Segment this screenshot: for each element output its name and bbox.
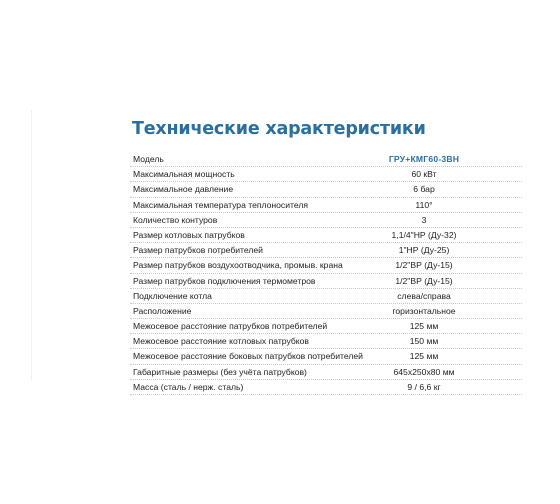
- spec-row: [130, 167, 522, 182]
- spec-row: [130, 182, 522, 197]
- spec-row-model: [130, 152, 522, 167]
- spec-value: 1,1/4"НР (Ду-32): [391, 229, 457, 240]
- spec-row: [130, 228, 522, 243]
- spec-value: 6 бар: [413, 184, 435, 195]
- spec-value: слева/справа: [397, 290, 451, 301]
- spec-label: Межосевое расстояние боковых патрубков потребителей: [133, 351, 363, 362]
- page-edge-rule: [31, 110, 32, 380]
- spec-value: 1"НР (Ду-25): [398, 245, 450, 256]
- spec-table: [130, 152, 522, 395]
- spec-label: Подключение котла: [133, 290, 212, 301]
- spec-label: Масса (сталь / нерж. сталь): [133, 381, 244, 392]
- spec-row: [130, 319, 522, 334]
- spec-value: 125 мм: [409, 351, 439, 362]
- spec-value: 1/2"ВР (Ду-15): [395, 275, 453, 286]
- spec-value: 9 / 6,6 кг: [407, 381, 441, 392]
- spec-row: [130, 304, 522, 319]
- spec-value: 150 мм: [409, 336, 439, 347]
- spec-row: [130, 274, 522, 289]
- spec-label: Модель: [133, 154, 164, 164]
- spec-label: Межосевое расстояние котловых патрубков: [133, 336, 309, 347]
- spec-value: горизонтальное: [392, 305, 456, 316]
- spec-row: [130, 380, 522, 395]
- spec-label: Максимальная мощность: [133, 169, 235, 180]
- spec-value: 3: [421, 214, 427, 225]
- spec-label: Габаритные размеры (без учёта патрубков): [133, 366, 307, 377]
- page-title: Технические характеристики: [132, 119, 426, 139]
- spec-label: Межосевое расстояние патрубков потребителей: [133, 321, 328, 332]
- spec-row: [130, 289, 522, 304]
- spec-row: [130, 213, 522, 228]
- spec-row: [130, 349, 522, 364]
- spec-label: Размер патрубков потребителей: [133, 245, 263, 256]
- model-name: ГРУ+КМГ60-3ВН: [388, 154, 460, 164]
- spec-label: Размер патрубков воздухоотводчика, промыв. крана: [133, 260, 343, 271]
- spec-value: 1/2"ВР (Ду-15): [395, 260, 453, 271]
- spec-value: 110°: [415, 199, 433, 210]
- spec-row: [130, 258, 522, 273]
- spec-value: 645х250х80 мм: [393, 366, 455, 377]
- spec-value: 60 кВт: [411, 169, 437, 180]
- spec-value: 125 мм: [409, 321, 439, 332]
- spec-row: [130, 198, 522, 213]
- spec-label: Расположение: [133, 305, 192, 316]
- spec-label: Размер патрубков подключения термометров: [133, 275, 316, 286]
- spec-row: [130, 365, 522, 380]
- spec-row: [130, 334, 522, 349]
- spec-label: Размер котловых патрубков: [133, 229, 245, 240]
- spec-label: Максимальная температура теплоносителя: [133, 199, 309, 210]
- spec-label: Максимальное давление: [133, 184, 234, 195]
- spec-label: Количество контуров: [133, 214, 218, 225]
- spec-row: [130, 243, 522, 258]
